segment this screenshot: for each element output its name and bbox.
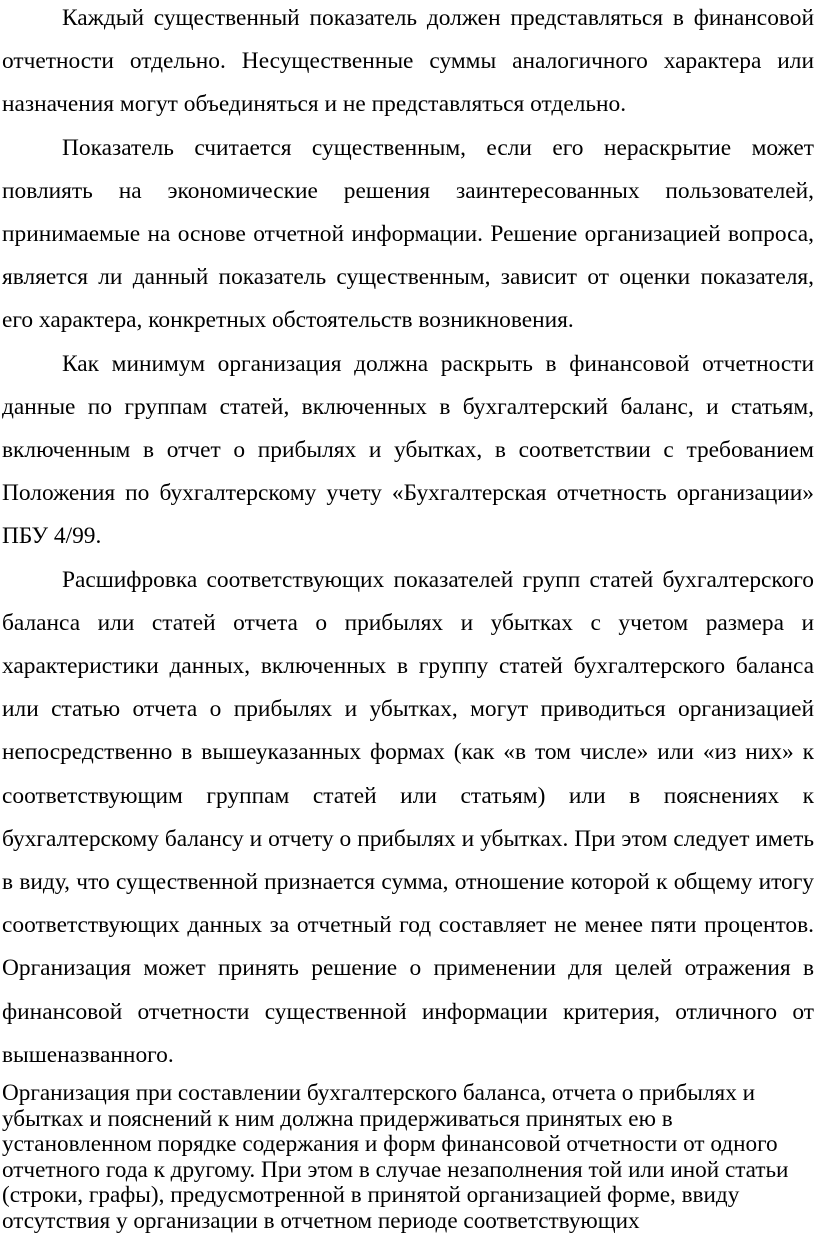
- paragraph-materiality-definition: Показатель считается существенным, если его нераскрытие может повлиять на экономические решения заинтересованных пользователей, принимаемые на основе отчетной информации. Решение организацией вопроса, является ли данный показатель существенным, зависит от оценки показателя, его характера, конкретных обстоятельств возникновения.: [2, 134, 814, 334]
- paragraph-breakdown-indicators: Расшифровка соответствующих показателей групп статей бухгалтерского баланса или статей отчета о прибылях и убытках с учетом размера и характеристики данных, включенных в группу статей бухгалтерского баланса или статью отчета о прибылях и убытках, могут приводиться организацией непосредственно в вышеуказанных формах (как «в том числе» или «из них» к соответствующим группам статей или статьям) или в пояснениях к бухгалтерскому балансу и отчету о прибылях и убытках. При этом следует иметь в виду, что существенной признается сумма, отношение которой к общему итогу соответствующих данных за отчетный год составляет не менее пяти процентов. Организация может принять решение о применении для целей отражения в финансовой отчетности существенной информации критерия, отличного от вышеназванного.: [2, 566, 814, 1068]
- paragraph-materiality-separate: Каждый существенный показатель должен представляться в финансовой отчетности отдельно. Несущественные суммы аналогичного характера или назначения могут объединяться и не представляться отдельно.: [2, 5, 814, 118]
- paragraph-consistency: Организация при составлении бухгалтерского баланса, отчета о прибылях и убытках и пояснений к ним должна придерживаться принятых ею в установленном порядке содержания и форм финансовой отчетности от одного отчетного года к другому. При этом в случае незаполнения той или иной статьи (строки, графы), предусмотренной в принятой организацией форме, ввиду отсутствия у организации в отчетном периоде соответствующих: [2, 1080, 789, 1235]
- paragraph-minimum-disclosure: Как минимум организация должна раскрыть в финансовой отчетности данные по группам статей, включенных в бухгалтерский баланс, и статьям, включенным в отчет о прибылях и убытках, в соответствии с требованием Положения по бухгалтерскому учету «Бухгалтерская отчетность организации» ПБУ 4/99.: [2, 350, 814, 550]
